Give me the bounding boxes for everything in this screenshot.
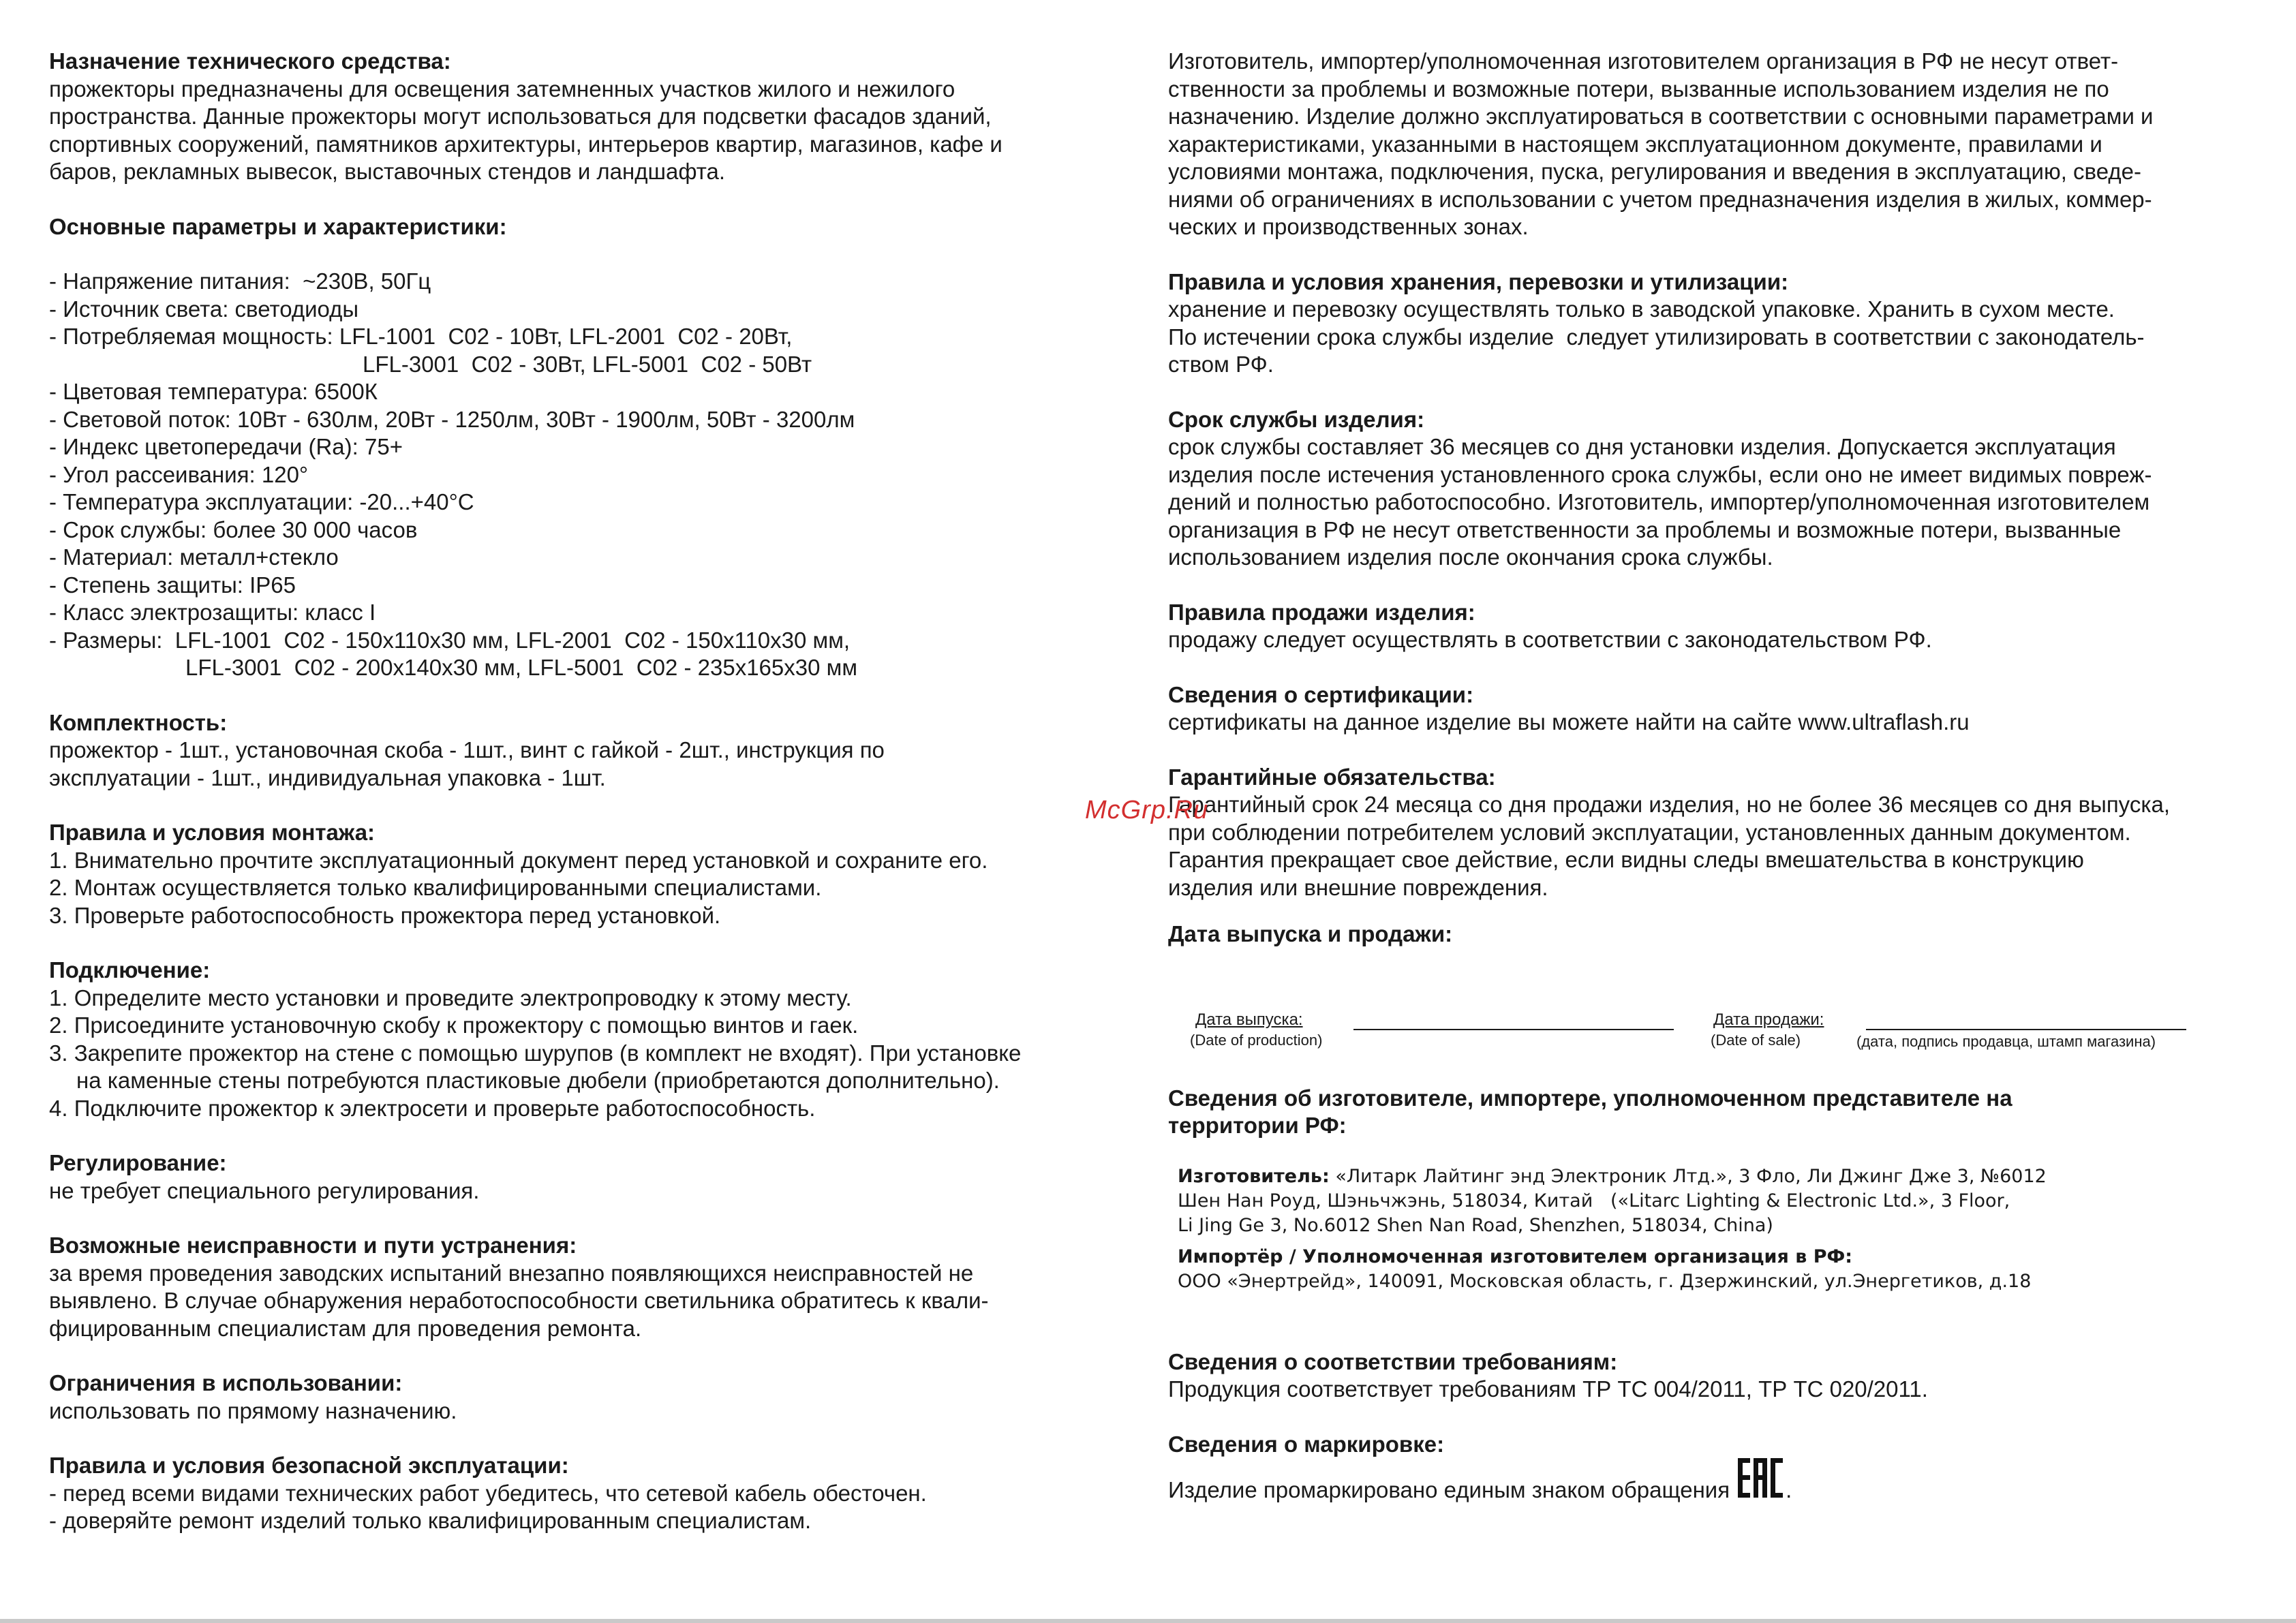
cert-title: Сведения о сертификации: [1168,681,1474,707]
connect-step: 3. Закрепите прожектор на стене с помощью шурупов (в комплект не входят). При установке [49,1040,1022,1066]
adjust-line: не требует специального регулирования. [49,1177,480,1203]
compliance-line: Продукция соответствует требованиям ТР ТС 004/2011, ТР ТС 020/2011. [1168,1376,1928,1402]
purpose-line: баров, рекламных вывесок, выставочных стендов и ландшафта. [49,159,726,184]
service-life-line: изделия после истечения установленного срока службы, если оно не имеет видимых повреж- [1168,461,2152,487]
kit-line: эксплуатации - 1шт., индивидуальная упаковка - 1шт. [49,764,606,790]
param-ip: - Степень защиты: IP65 [49,572,296,598]
maker-line: Шен Нан Роуд, Шэньчжэнь, 518034, Китай («Litarc Lighting & Electronic Ltd.», 3 Floor, [1178,1190,2010,1211]
kit-line: прожектор - 1шт., установочная скоба - 1шт., винт с гайкой - 2шт., инструкция по [49,737,885,762]
production-date-label: Дата выпуска: [1195,1010,1303,1029]
param-voltage: - Напряжение питания: ~230В, 50Гц [49,268,431,294]
param-flux: - Световой поток: 10Вт - 630лм, 20Вт - 1250лм, 30Вт - 1900лм, 50Вт - 3200лм [49,406,855,432]
purpose-line: спортивных сооружений, памятников архитектуры, интерьеров квартир, магазинов, кафе и [49,131,1002,157]
faults-line: фицированным специалистам для проведения ремонта. [49,1315,642,1341]
maker-line [1178,1164,2272,1189]
section-adjust [49,1149,1139,1205]
safety-line: - перед всеми видами технических работ убедитесь, что сетевой кабель обесточен. [49,1480,927,1506]
warranty-title: Гарантийные обязательства: [1168,764,1496,790]
liability-line: назначению. Изделие должно эксплуатироваться в соответствии с основными параметрами и [1168,104,2154,129]
section-mount [49,819,1139,929]
cert-line: сертификаты на данное изделие вы можете найти на сайте www.ultraflash.ru [1168,709,1970,735]
storage-line: хранение и перевозку осуществлять только в заводской упаковке. Хранить в сухом месте. [1168,296,2115,322]
section-limits [49,1370,1139,1425]
eac-mark-icon [1738,1458,1783,1504]
section-marking [1168,1431,2272,1504]
mount-line: 1. Внимательно прочтите эксплуатационный документ перед установкой и сохраните его. [49,847,988,873]
param-power-cont: LFL-3001 C02 - 30Вт, LFL-5001 C02 - 50Вт [363,351,812,377]
connect-title: Подключение: [49,957,211,983]
service-life-line: организация в РФ не несут ответственности за проблемы и возможные потери, вызванные [1168,516,2122,542]
kit-title: Комплектность: [49,709,228,735]
marking-end: . [1786,1477,1792,1502]
storage-title: Правила и условия хранения, перевозки и утилизации: [1168,268,1789,294]
sale-date-sub: (Date of sale) [1711,1031,1801,1049]
storage-line: ством РФ. [1168,352,1274,377]
section-storage [1168,268,2272,379]
importer-label-line [1178,1245,2272,1269]
section-manufacturer [1168,1085,2272,1294]
param-source: - Источник света: светодиоды [49,296,359,322]
production-date-sub: (Date of production) [1190,1031,1323,1049]
section-sale [1168,599,2272,654]
manufacturer-title: Сведения об изготовителе, импортере, уполномоченном представителе на [1168,1085,2012,1111]
params-title: Основные параметры и характеристики: [49,213,507,239]
sign-note: (дата, подпись продавца, штамп магазина) [1856,1032,2156,1050]
faults-line: за время проведения заводских испытаний внезапно появляющихся неисправностей не [49,1260,974,1286]
warranty-line: изделия или внешние повреждения. [1168,874,1548,900]
liability-line: характеристиками, указанными в настоящем эксплуатационном документе, правилами и [1168,131,2102,157]
param-material: - Материал: металл+стекло [49,544,339,570]
section-safety [49,1452,1139,1535]
adjust-title: Регулирование: [49,1150,227,1175]
faults-title: Возможные неисправности и пути устранения: [49,1233,577,1258]
maker-label: Изготовитель: [1178,1165,1330,1187]
connect-step: 1. Определите место установки и проведите электропроводку к этому месту. [49,985,852,1010]
sale-date-label: Дата продажи: [1713,1010,1824,1029]
mount-line: 3. Проверьте работоспособность прожектора перед установкой. [49,902,721,928]
connect-step: 4. Подключите прожектор к электросети и проверьте работоспособность. [49,1095,816,1121]
manufacturer-title-cont: территории РФ: [1168,1113,1347,1138]
importer-label: Импортёр / Уполномоченная изготовителем организация в РФ: [1178,1246,1853,1267]
param-color-temp: - Цветовая температура: 6500К [49,379,378,404]
section-cert [1168,681,2272,737]
param-angle: - Угол рассеивания: 120° [49,461,309,487]
section-kit [49,709,1139,792]
liability-line: ственности за проблемы и возможные потери, вызванные использованием изделия не по [1168,76,2109,102]
purpose-line: прожекторы предназначены для освещения затемненных участков жилого и нежилого [49,76,955,102]
liability-line: ниями об ограничениях в использовании с учетом предназначения изделия в жилых, коммер- [1168,186,2152,212]
mount-line: 2. Монтаж осуществляется только квалифицированными специалистами. [49,875,822,900]
section-compliance [1168,1348,2272,1404]
section-service-life [1168,406,2272,572]
production-date-field[interactable] [1353,1029,1674,1030]
limits-line: использовать по прямому назначению. [49,1397,457,1423]
section-purpose [49,48,1139,186]
warranty-line: Гарантия прекращает свое действие, если видны следы вмешательства в конструкцию [1168,847,2084,872]
service-life-line: срок службы составляет 36 месяцев со дня установки изделия. Допускается эксплуатация [1168,434,2116,459]
marking-text: Изделие промаркировано единым знаком обращения [1168,1477,1730,1502]
purpose-line: пространства. Данные прожекторы могут использоваться для подсветки фасадов зданий, [49,104,992,129]
manufacturer-details [1168,1164,2272,1294]
safety-title: Правила и условия безопасной эксплуатации: [49,1453,569,1478]
section-dates [1168,921,2272,1071]
param-size: - Размеры: LFL-1001 C02 - 150x110x30 мм, LFL-2001 C02 - 150x110x30 мм, [49,627,851,653]
left-column [49,48,1139,1562]
mount-title: Правила и условия монтажа: [49,820,376,845]
warranty-line: при соблюдении потребителем условий эксплуатации, установленных данным документом. [1168,819,2131,845]
service-life-title: Срок службы изделия: [1168,406,1425,432]
warranty-line: Гарантийный срок 24 месяца со дня продажи изделия, но не более 36 месяцев со дня выпуска, [1168,792,2170,817]
connect-step-cont: на каменные стены потребуются пластиковые дюбели (приобретаются дополнительно). [76,1068,1000,1093]
liability-line: ческих и производственных зонах. [1168,214,1529,239]
sale-line: продажу следует осуществлять в соответствии с законодательством РФ. [1168,627,1932,652]
liability-line: Изготовитель, импортер/уполномоченная изготовителем организация в РФ не несут ответ- [1168,48,2119,74]
section-liability [1168,48,2272,241]
watermark: McGrp.Ru [1085,796,1209,824]
param-size-cont: LFL-3001 C02 - 200x140x30 мм, LFL-5001 C02 - 235x165x30 мм [185,655,858,680]
param-class: - Класс электрозащиты: класс I [49,600,376,625]
sale-title: Правила продажи изделия: [1168,599,1475,625]
marking-title: Сведения о маркировке: [1168,1431,1445,1457]
sale-date-field[interactable] [1866,1029,2186,1030]
dates-fields [1168,969,2272,1071]
importer-line: ООО «Энертрейд», 140091, Московская область, г. Дзержинский, ул.Энергетиков, д.18 [1178,1270,2032,1292]
maker-line: Li Jing Ge 3, No.6012 Shen Nan Road, Shenzhen, 518034, China) [1178,1214,1773,1236]
section-params [49,213,1139,682]
bottom-border [0,1619,2296,1623]
faults-line: выявлено. В случае обнаружения неработоспособности светильника обратитесь к квали- [49,1288,989,1313]
service-life-line: дений и полностью работоспособно. Изготовитель, импортер/уполномоченная изготовителем [1168,489,2150,514]
storage-line: По истечении срока службы изделие следует утилизировать в соответствии с законодатель- [1168,324,2145,350]
compliance-title: Сведения о соответствии требованиям: [1168,1348,1618,1374]
connect-step: 2. Присоедините установочную скобу к прожектору с помощью винтов и гаек. [49,1013,859,1038]
param-life: - Срок службы: более 30 000 часов [49,516,418,542]
sale-date-label-group [1713,1010,1824,1051]
liability-line: условиями монтажа, подключения, пуска, регулирования и введения в эксплуатацию, сведе- [1168,159,2141,184]
production-date-label-group [1190,1010,1323,1051]
section-warranty [1168,764,2272,902]
param-power: - Потребляемая мощность: LFL-1001 C02 - 10Вт, LFL-2001 C02 - 20Вт, [49,324,793,349]
purpose-title: Назначение технического средства: [49,48,451,74]
param-cri: - Индекс цветопередачи (Ra): 75+ [49,434,403,459]
param-op-temp: - Температура эксплуатации: -20...+40°C [49,489,474,514]
limits-title: Ограничения в использовании: [49,1370,403,1395]
section-faults [49,1232,1139,1342]
safety-line: - доверяйте ремонт изделий только квалифицированным специалистам. [49,1508,812,1533]
marking-line [1168,1458,2272,1504]
service-life-line: использованием изделия после окончания срока службы. [1168,544,1773,570]
right-column [1168,48,2272,1532]
section-connect [49,957,1139,1122]
maker-text: «Литарк Лайтинг энд Электроник Лтд.», 3 Фло, Ли Джинг Дже 3, №6012 [1329,1165,2047,1187]
dates-title: Дата выпуска и продажи: [1168,921,1453,946]
